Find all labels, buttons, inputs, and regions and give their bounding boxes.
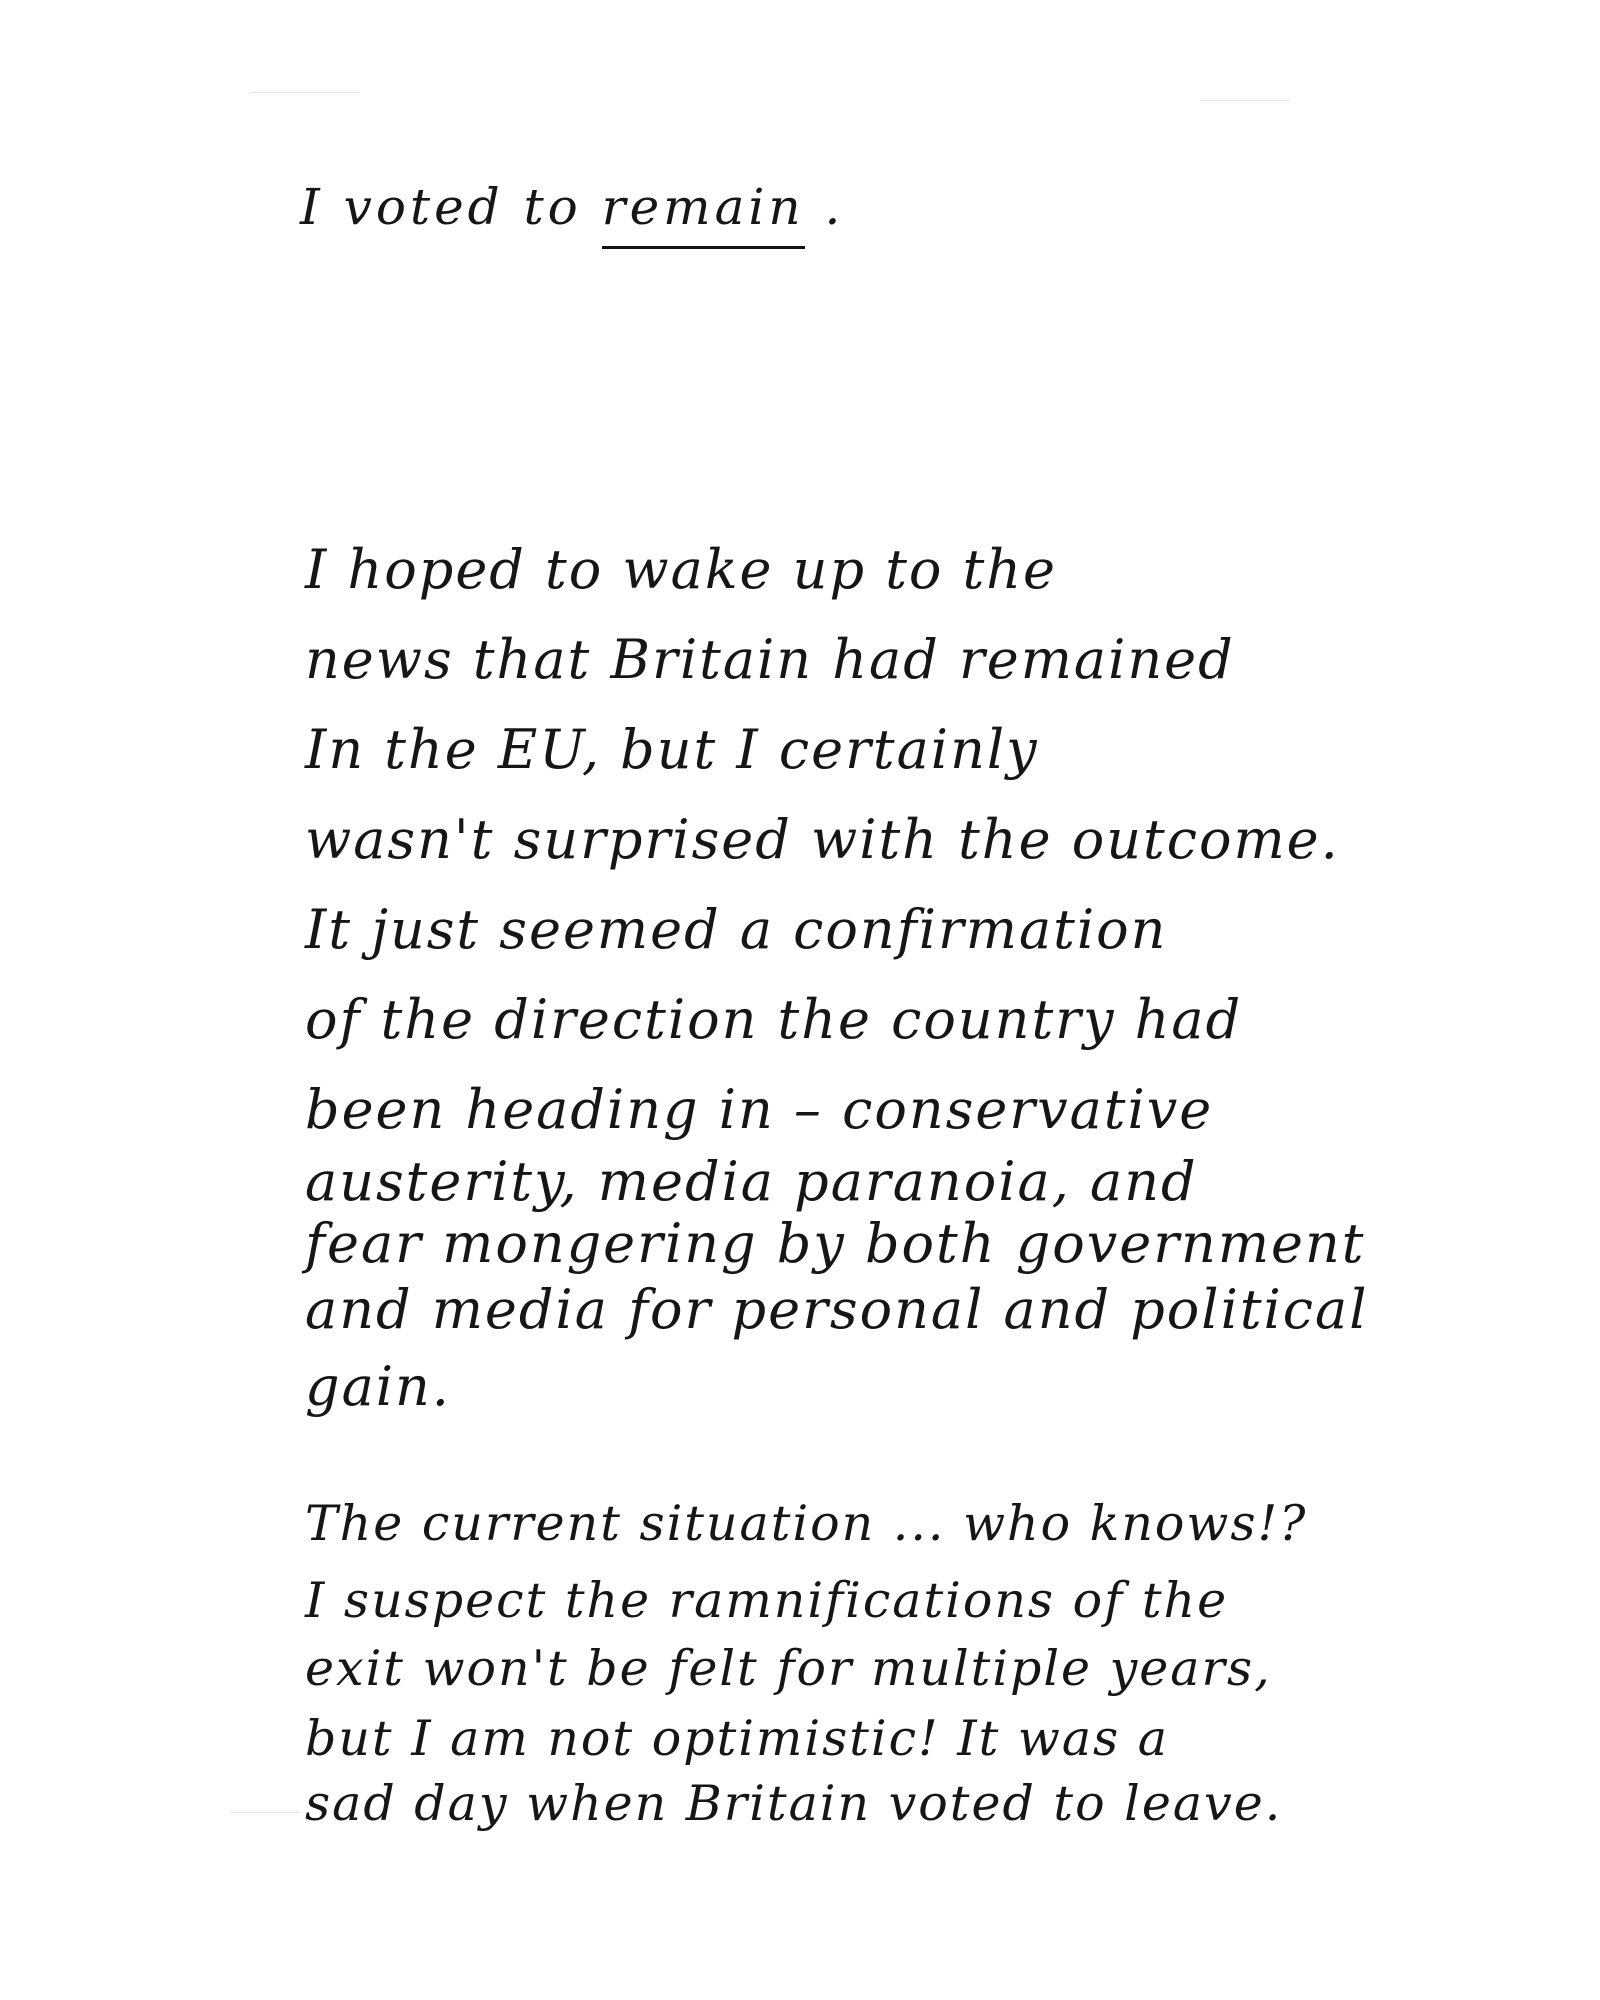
paragraph-line: austerity, media paranoia, and bbox=[305, 1150, 1198, 1213]
paragraph-line: of the direction the country had bbox=[305, 988, 1243, 1051]
paragraph-line: and media for personal and political bbox=[305, 1278, 1369, 1341]
paragraph-line: I suspect the ramnifications of the bbox=[305, 1572, 1229, 1629]
heading-suffix: . bbox=[804, 178, 845, 236]
paragraph-line: but I am not optimistic! It was a bbox=[305, 1710, 1169, 1767]
heading-underlined-word: remain bbox=[602, 182, 805, 249]
paragraph-line: The current situation ... who knows!? bbox=[305, 1495, 1308, 1552]
paragraph-line: gain. bbox=[305, 1355, 451, 1418]
paragraph-line: news that Britain had remained bbox=[305, 628, 1235, 691]
paragraph-line: wasn't surprised with the outcome. bbox=[305, 808, 1340, 871]
paragraph-line: exit won't be felt for multiple years, bbox=[305, 1640, 1272, 1697]
paragraph-line: It just seemed a confirmation bbox=[305, 898, 1168, 961]
scan-artifact-line bbox=[230, 1812, 300, 1813]
scan-artifact-line bbox=[1200, 100, 1290, 101]
paragraph-line: fear mongering by both government bbox=[305, 1212, 1366, 1275]
letter-heading bbox=[300, 178, 844, 249]
paragraph-line: In the EU, but I certainly bbox=[305, 718, 1039, 781]
paragraph-line: I hoped to wake up to the bbox=[305, 538, 1057, 601]
scan-artifact-line bbox=[250, 92, 360, 93]
heading-prefix: I voted to bbox=[300, 178, 602, 236]
paragraph-line: been heading in – conservative bbox=[305, 1078, 1214, 1141]
paragraph-line: sad day when Britain voted to leave. bbox=[305, 1775, 1283, 1832]
